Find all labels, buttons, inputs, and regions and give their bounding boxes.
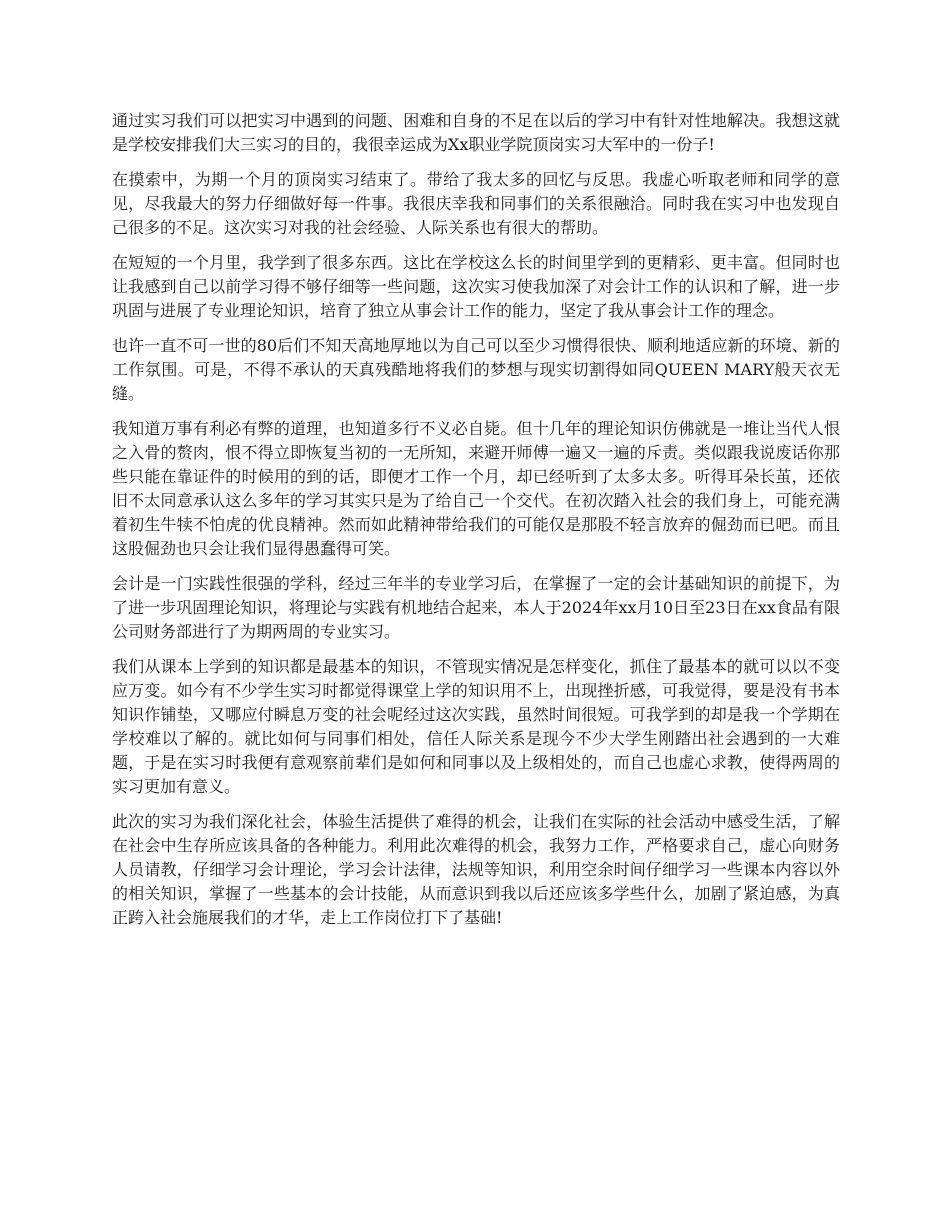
paragraph-2: 在摸索中，为期一个月的顶岗实习结束了。带给了我太多的回忆与反思。我虚心听取老师和同学的意见，尽我最大的努力仔细做好每一件事。我很庆幸我和同事们的关系很融洽。同时我在实习中也发现自己很多的不足。这次实习对我的社会经验、人际关系也有很大的帮助。: [112, 170, 840, 237]
paragraph-8: 此次的实习为我们深化社会，体验生活提供了难得的机会，让我们在实际的社会活动中感受生活，了解在社会中生存所应该具备的各种能力。利用此次难得的机会，我努力工作，严格要求自己，虚心向财务人员请教，仔细学习会计理论，学习会计法律，法规等知识，利用空余时间仔细学习一些课本内容以外的相关知识，掌握了一些基本的会计技能，从而意识到我以后还应该多学些什么，加剧了紧迫感，为真正跨入社会施展我们的才华，走上工作岗位打下了基础!: [112, 812, 840, 927]
document-body: [112, 109, 840, 930]
paragraph-3: 在短短的一个月里，我学到了很多东西。这比在学校这么长的时间里学到的更精彩、更丰富。但同时也让我感到自己以前学习得不够仔细等一些问题，这次实习使我加深了对会计工作的认识和了解，进一步巩固与进展了专业理论知识，培育了独立从事会计工作的能力，坚定了我从事会计工作的理念。: [112, 253, 840, 320]
paragraph-1: 通过实习我们可以把实习中遇到的问题、困难和自身的不足在以后的学习中有针对性地解决。我想这就是学校安排我们大三实习的目的，我很幸运成为Xx职业学院顶岗实习大军中的一份子!: [112, 111, 840, 154]
paragraph-5: 我知道万事有利必有弊的道理，也知道多行不义必自毙。但十几年的理论知识仿佛就是一堆让当代人恨之入骨的赘肉，恨不得立即恢复当初的一无所知，来避开师傅一遍又一遍的斥责。类似跟我说废话你那些只能在靠证件的时候用的到的话，即便才工作一个月，却已经听到了太多太多。听得耳朵长茧，还依旧不太同意承认这么多年的学习其实只是为了给自己一个交代。在初次踏入社会的我们身上，可能充满着初生牛犊不怕虎的优良精神。然而如此精神带给我们的可能仅是那股不轻言放弃的倔劲而已吧。而且这股倔劲也只会让我们显得愚蠢得可笑。: [112, 419, 840, 558]
paragraph-4: 也许一直不可一世的80后们不知天高地厚地以为自己可以至少习惯得很快、顺利地适应新的环境、新的工作氛围。可是，不得不承认的天真残酷地将我们的梦想与现实切割得如同QUEEN MARY般天衣无缝。: [112, 336, 840, 403]
paragraph-6: 会计是一门实践性很强的学科，经过三年半的专业学习后，在掌握了一定的会计基础知识的前提下，为了进一步巩固理论知识，将理论与实践有机地结合起来，本人于2024年xx月10日至23日在xx食品有限公司财务部进行了为期两周的专业实习。: [112, 574, 840, 641]
paragraph-7: 我们从课本上学到的知识都是最基本的知识，不管现实情况是怎样变化，抓住了最基本的就可以以不变应万变。如今有不少学生实习时都觉得课堂上学的知识用不上，出现挫折感，可我觉得，要是没有书本知识作铺垫，又哪应付瞬息万变的社会呢经过这次实践，虽然时间很短。可我学到的却是我一个学期在学校难以了解的。就比如何与同事们相处，信任人际关系是现今不少大学生刚踏出社会遇到的一大难题，于是在实习时我便有意观察前辈们是如何和同事以及上级相处的，而自己也虚心求教，使得两周的实习更加有意义。: [112, 657, 840, 796]
